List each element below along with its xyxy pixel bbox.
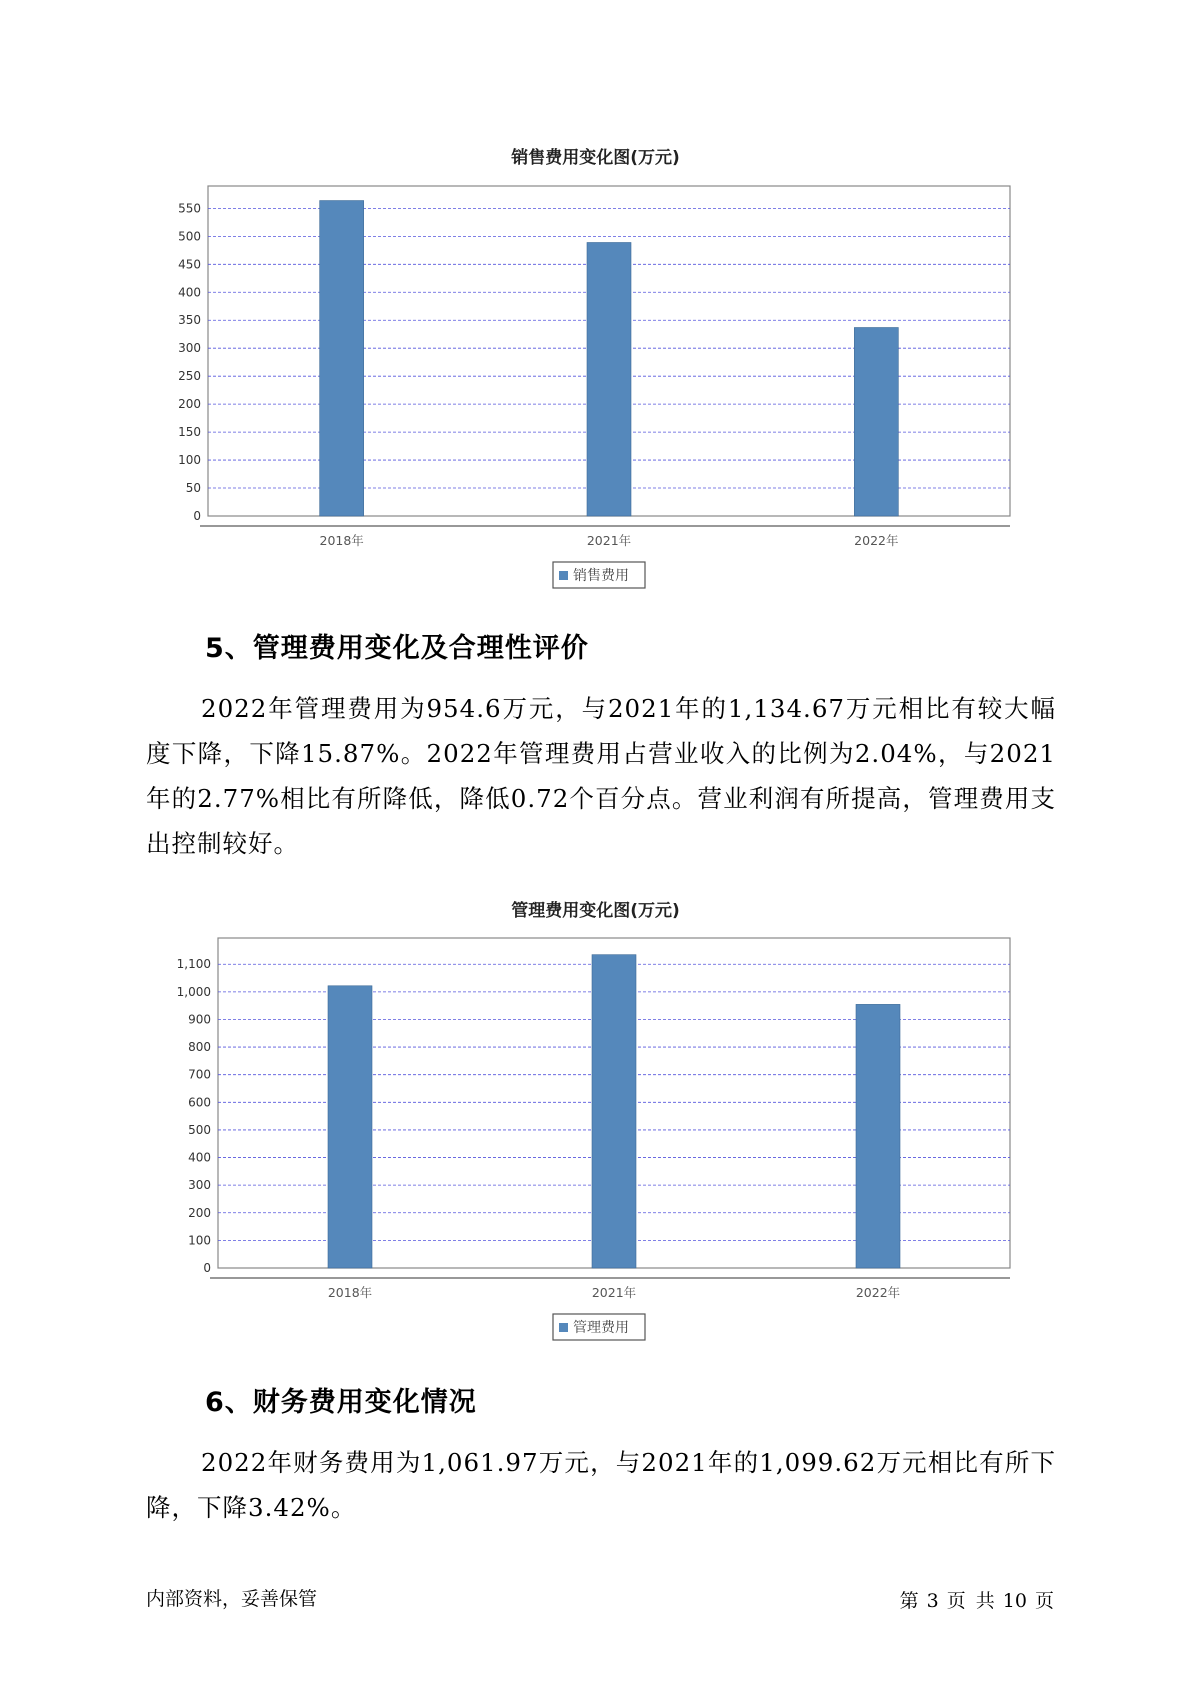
bar — [328, 986, 372, 1268]
bar — [587, 242, 631, 516]
legend-label: 销售费用 — [573, 568, 629, 584]
y-tick-label: 400 — [178, 285, 201, 300]
y-tick-label: 800 — [188, 1040, 211, 1055]
bar — [320, 201, 364, 516]
y-tick-label: 400 — [188, 1150, 211, 1165]
y-tick-label: 550 — [178, 201, 201, 216]
page-mid: 页 共 — [946, 1590, 995, 1612]
y-tick-label: 0 — [203, 1261, 211, 1275]
x-tick-label: 2021年 — [591, 1285, 637, 1300]
footer-note: 内部资料，妥善保管 — [146, 1588, 318, 1610]
admin-expense-chart — [0, 932, 1191, 1352]
page-total: 10 — [1002, 1590, 1027, 1612]
legend-label: 管理费用 — [573, 1320, 629, 1336]
y-tick-label: 250 — [178, 369, 201, 384]
y-tick-label: 100 — [188, 1233, 211, 1248]
y-tick-label: 350 — [178, 313, 201, 328]
y-tick-label: 300 — [178, 341, 201, 356]
x-tick-label: 2021年 — [586, 533, 632, 548]
page-number — [896, 1586, 1058, 1613]
y-tick-label: 0 — [193, 509, 201, 523]
x-tick-label: 2018年 — [327, 1285, 373, 1300]
y-tick-label: 900 — [188, 1012, 211, 1027]
bar — [592, 955, 636, 1268]
y-tick-label: 200 — [178, 397, 201, 412]
legend-swatch — [559, 1323, 568, 1332]
chart1-title: 销售费用变化图(万元) — [511, 148, 680, 168]
section6-heading: 6、财务费用变化情况 — [205, 1387, 477, 1418]
y-tick-label: 450 — [178, 257, 201, 272]
x-tick-label: 2018年 — [319, 533, 364, 548]
section5-paragraph: 2022年管理费用为954.6万元，与2021年的1,134.67万元相比有较大幅度下降，下降15.87%。2022年管理费用占营业收入的比例为2.04%，与2021年的2.77%相比有所降低，降低0.72个百分点。营业利润有所提高，管理费用支出控制较好。 — [146, 694, 1056, 858]
x-tick-label: 2022年 — [855, 1285, 901, 1300]
chart2-title: 管理费用变化图(万元) — [511, 901, 680, 921]
y-tick-label: 50 — [185, 481, 201, 496]
bar — [856, 1004, 900, 1268]
y-tick-label: 100 — [178, 453, 201, 468]
legend — [553, 1314, 645, 1340]
y-tick-label: 500 — [188, 1122, 211, 1137]
section5-heading: 5、管理费用变化及合理性评价 — [205, 633, 589, 664]
x-tick-label: 2022年 — [854, 533, 899, 548]
y-tick-label: 500 — [178, 229, 201, 244]
y-tick-label: 700 — [188, 1067, 211, 1082]
section6-paragraph: 2022年财务费用为1,061.97万元，与2021年的1,099.62万元相比有所下降，下降3.42%。 — [146, 1448, 1056, 1522]
bar — [854, 328, 898, 516]
y-tick-label: 150 — [178, 425, 201, 440]
legend-swatch — [559, 571, 568, 580]
legend — [553, 562, 645, 588]
y-tick-label: 300 — [188, 1178, 211, 1193]
page-prefix: 第 — [899, 1590, 919, 1612]
y-tick-label: 600 — [188, 1095, 211, 1110]
page-suffix: 页 — [1034, 1590, 1054, 1612]
y-tick-label: 1,100 — [176, 957, 211, 972]
sales-expense-chart — [0, 180, 1191, 600]
y-tick-label: 1,000 — [176, 984, 211, 999]
y-tick-label: 200 — [188, 1205, 211, 1220]
page-current: 3 — [926, 1590, 939, 1612]
